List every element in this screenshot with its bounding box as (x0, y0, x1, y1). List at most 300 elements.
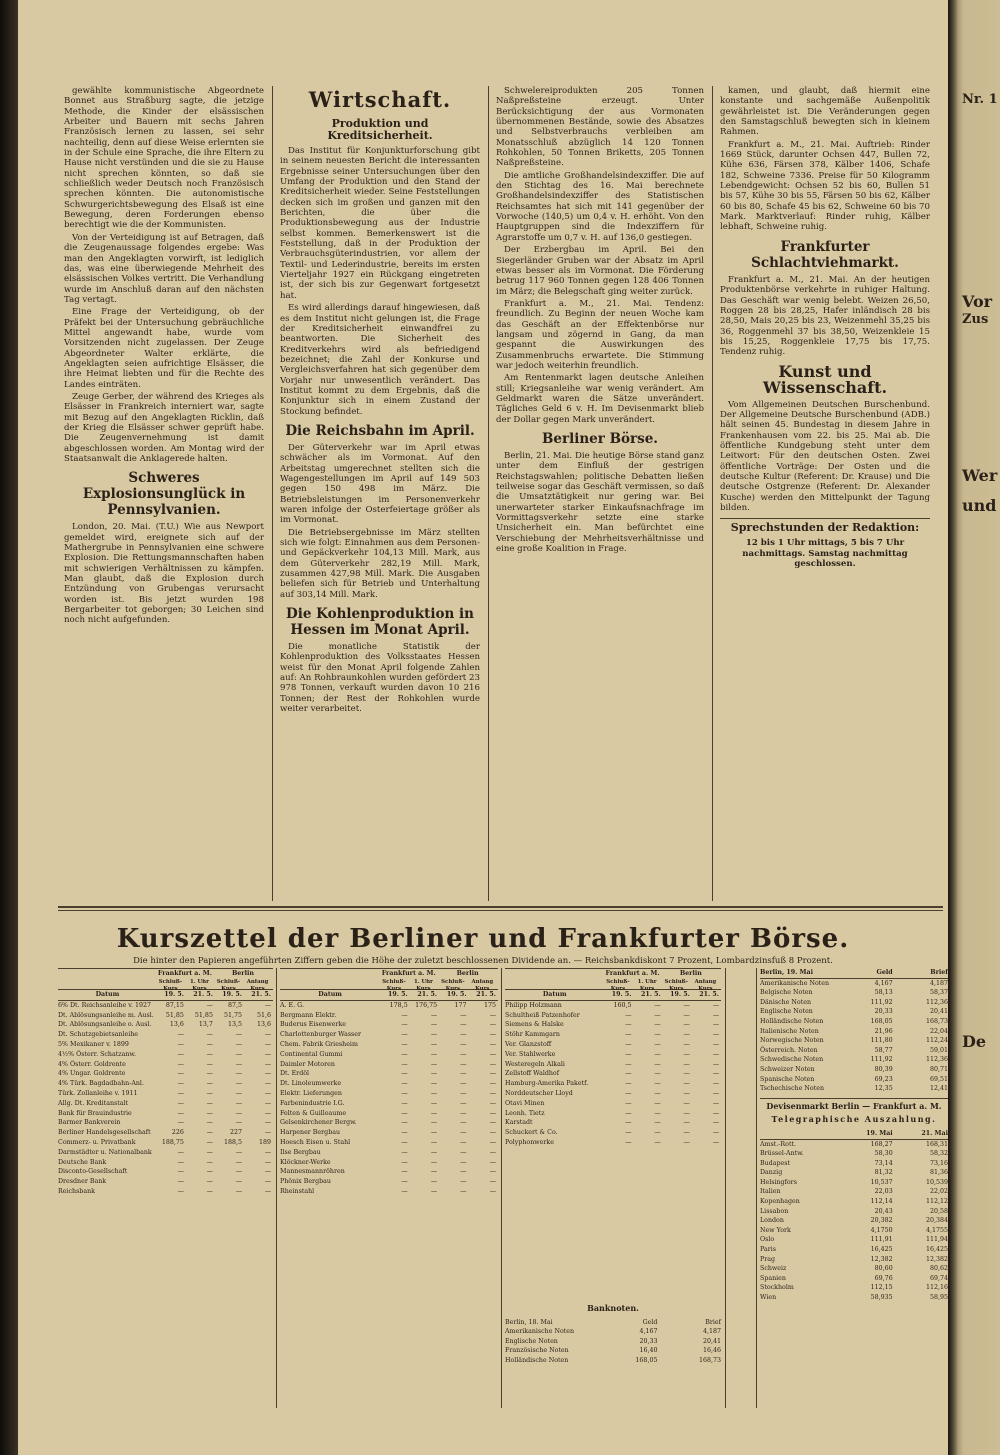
table-cell: 175 (483, 1001, 497, 1009)
table-cell: Geld (876, 969, 893, 976)
table-cell: Türk. Zollanleihe v. 1911 (58, 1089, 138, 1097)
table-cell: Dt. Schutzgebietsanleihe (58, 1031, 139, 1039)
table-cell: Schluß-Kurs (606, 978, 630, 992)
table-cell: Gelsenkirchener Bergw. (280, 1119, 357, 1127)
table-cell: Westeregeln Alkali (505, 1060, 565, 1068)
table-cell: — (683, 1080, 690, 1088)
table-cell: 58,935 (870, 1294, 893, 1301)
date-row (505, 990, 721, 1001)
table-cell: — (712, 1109, 719, 1117)
table-row (760, 1149, 948, 1159)
table-cell: Belgische Noten (760, 989, 813, 997)
table-row (58, 1040, 273, 1050)
table-cell: — (489, 1129, 497, 1137)
date-row (280, 990, 498, 1001)
table-cell: Frankfurt a. M. (157, 970, 212, 977)
table-cell: 16,425 (870, 1246, 893, 1254)
table-row (280, 1001, 498, 1011)
table-cell: — (489, 1050, 497, 1058)
table-cell: Italienische Noten (760, 1027, 819, 1035)
table-cell: — (489, 1099, 497, 1107)
table-cell: Schweiz (760, 1265, 787, 1273)
table-row (280, 1040, 498, 1050)
table-cell: — (654, 1031, 661, 1039)
table-cell: — (206, 1187, 213, 1195)
table-cell: — (401, 1031, 408, 1039)
table-cell: — (460, 1148, 467, 1156)
table-cell: 5% Mexikaner v. 1899 (58, 1040, 129, 1048)
table-cell: — (625, 1050, 632, 1058)
table-cell: 21. 5. (417, 991, 438, 998)
group-header (157, 969, 273, 979)
table-cell: — (625, 1099, 632, 1107)
table-row (760, 979, 948, 989)
table-cell: Klöckner-Werke (280, 1158, 331, 1166)
table-cell: — (683, 1129, 690, 1137)
table-cell: Schluß-Kurs (158, 978, 183, 992)
table-row (760, 1178, 948, 1188)
article-alsace-trial (64, 86, 264, 464)
article-burschenbund (720, 400, 930, 514)
table-cell: Spanische Noten (760, 1075, 815, 1083)
table-cell: 168,73 (925, 1017, 948, 1025)
table-cell: — (430, 1060, 438, 1068)
article-market-reports (496, 86, 704, 425)
table-cell: Französische Noten (505, 1347, 569, 1355)
table-cell: — (625, 1031, 632, 1039)
table-cell: Brief (705, 1318, 721, 1326)
table-cell: 226 (171, 1129, 184, 1137)
table-cell: 111,94 (925, 1236, 948, 1244)
table-cell: — (430, 1089, 438, 1097)
table-cell: A. E. G. (280, 1001, 304, 1009)
table-cell: — (177, 1178, 184, 1186)
paragraph: Der Erzbergbau im April. Bei den Siegerländer Gruben war der Absatz im April etwas besser als im Vormonat. Die Förderung betrug 117 960 Tonnen gegen 128 406 Tonnen im März; die Belegschaft ging weiter zurück. (496, 245, 704, 297)
table-cell: — (430, 1050, 438, 1058)
table-row (505, 1001, 721, 1011)
headline-reichsbahn: Die Reichsbahn im April. (285, 422, 475, 439)
table-cell: Norddeutscher Lloyd (505, 1089, 573, 1097)
table-cell: — (683, 1050, 690, 1058)
table-cell: 12,382 (925, 1255, 948, 1263)
table-header (280, 968, 498, 990)
table-cell: — (460, 1138, 467, 1146)
table-row (58, 1118, 273, 1128)
table-cell: — (430, 1158, 438, 1166)
paragraph: Frankfurt a. M., 21. Mai. Auftrieb: Rinder 1669 Stück, darunter Ochsen 447, Bullen 72, Kühe 636, Färsen 378, Kälber 1406, Schafe 182, Schweine 7336. Preise für 50 Kilogramm Lebendgewicht: Ochsen 52 bis 60, Bullen 51 bis 57, Kühe 30 bis 55, Färsen 50 bis 62, Kälber 60 bis 80, Schafe 45 bis 62, Schweine 60 bis 70 Mark. Marktverlauf: Rinder ruhig, Kälber lebhaft, Schweine ruhig. (720, 139, 930, 233)
table-cell: — (177, 1168, 184, 1176)
table-cell: — (264, 1099, 272, 1107)
table-cell: Danzig (760, 1169, 783, 1177)
table-cell: Siemens & Halske (505, 1021, 564, 1029)
table-cell: 112,14 (870, 1198, 893, 1206)
devisen-rows (760, 1140, 948, 1303)
column-3 (496, 86, 704, 901)
table-cell: — (712, 1099, 719, 1107)
table-cell: Spanien (760, 1274, 786, 1282)
table-cell: 4% Türk. Bagdadbahn-Anl. (58, 1080, 144, 1088)
paragraph: Zeuge Gerber, der während des Krieges als Elsässer in Frankreich interniert war, sagte mit Bezug auf den Angeklagten Ricklin, daß der Krieg die Elsässer schwer geprüft habe. Die Zeugenvernehmung ist damit abgeschlossen worden. Am Montag wird der Staatsanwalt die Anklagerede halten. (64, 391, 264, 465)
table-cell: — (401, 1011, 408, 1019)
table-row (505, 1356, 721, 1366)
table-cell: — (235, 1158, 242, 1166)
table-cell: Paris (760, 1246, 776, 1254)
editorial-hours-title: Sprechstunden der Redaktion: (720, 518, 930, 534)
table-cell: — (177, 1119, 184, 1127)
table-cell: Chem. Fabrik Griesheim (280, 1040, 358, 1048)
table-cell: — (712, 1080, 719, 1088)
table-cell: Englische Noten (760, 1008, 813, 1016)
table-cell: — (683, 1109, 690, 1117)
table-cell: — (235, 1119, 242, 1127)
table-cell: — (625, 1080, 632, 1088)
table-header-group (380, 969, 498, 992)
table-row (760, 1255, 948, 1265)
paragraph: Von der Verteidigung ist auf Betragen, daß die Zeugenaussage folgendes ergebe: Was man den Angeklagten vorwirft, ist lediglich das, was eine überwiegende Mehrheit des elsässischen Volkes vertritt. Die Verhandlung wurde im Anschluß daran auf den nächsten Tag vertagt. (64, 232, 264, 305)
editorial-hours: 12 bis 1 Uhr mittags, 5 bis 7 Uhr nachmittags. Samstag nachmittag geschlossen. (742, 538, 908, 570)
paragraph: Eine Frage der Verteidigung, ob der Präfekt bei der Untersuchung gebräuchliche Mittel angewandt habe, wurde vom Vorsitzenden nicht zugelassen. Der Zeuge Abgeordneter Walter erklärte, die Angeklagten seien aufrichtige Elsässer, die ihre Heimat liebten und für die Rechte des Landes einträten. (64, 307, 264, 390)
table-cell: 16,46 (702, 1347, 721, 1355)
table-cell: — (625, 1011, 632, 1019)
headline-explosion: Schweres Explosionsunglück in Pennsylvanien. (82, 470, 246, 519)
table-rule (501, 968, 502, 1408)
table-row (760, 1140, 948, 1150)
article-produktion (280, 146, 480, 417)
banknotes-box (505, 1300, 721, 1366)
stock-table-block-2 (280, 968, 498, 1408)
table-cell: Schwedische Noten (760, 1056, 824, 1064)
table-row (760, 1046, 948, 1056)
table-cell: Polyphonwerke (505, 1138, 554, 1146)
table-cell: 10,537 (870, 1178, 893, 1186)
table-cell: 4% Österr. Goldrente (58, 1060, 126, 1068)
column-rule (488, 86, 489, 901)
table-cell: — (206, 1070, 213, 1078)
table-cell: 21. 5. (251, 991, 272, 998)
table-cell: 112,15 (870, 1284, 893, 1292)
table-cell: Leonh. Tietz (505, 1109, 545, 1117)
table-cell: — (177, 1050, 184, 1058)
table-cell: Amerikanische Noten (505, 1328, 575, 1336)
table-cell: — (654, 1050, 661, 1058)
paragraph: kamen, und glaubt, daß hiermit eine konstante und sachgemäße Außenpolitik gewährleistet ist. Die Veränderungen gegen den Samstagschluß bewegten sich in kleinem Rahmen. (720, 86, 930, 138)
table-cell: — (460, 1129, 467, 1137)
table-cell: Datum (95, 991, 120, 998)
table-row (760, 1168, 948, 1178)
table-row (58, 1128, 273, 1138)
table-cell: 21. Mai (921, 1129, 948, 1137)
table-cell: 21,96 (874, 1027, 893, 1035)
article-explosion (64, 522, 264, 625)
table-header-group (157, 969, 273, 992)
table-cell: — (264, 1001, 272, 1009)
table-cell: Buderus Eisenwerke (280, 1021, 347, 1029)
table-row (280, 1138, 498, 1148)
table-cell: Felten & Guilleaume (280, 1109, 347, 1117)
table-cell: — (264, 1129, 272, 1137)
table-cell: — (206, 1031, 213, 1039)
table-cell: — (264, 1080, 272, 1088)
table-cell: Ver. Stahlwerke (505, 1050, 556, 1058)
table-cell: Anfang Kurs (694, 978, 717, 992)
banknotes-title: Banknoten. (587, 1303, 639, 1313)
table-cell: — (712, 1138, 719, 1146)
table-cell: — (177, 1148, 184, 1156)
table-cell: Italien (760, 1188, 781, 1196)
table-cell: — (206, 1138, 213, 1146)
table-cell: — (206, 1178, 213, 1186)
table-cell: 73,16 (929, 1159, 948, 1167)
table-cell: Frankfurt a. M. (605, 970, 660, 977)
table-cell: — (430, 1070, 438, 1078)
table-cell: — (460, 1080, 467, 1088)
table-cell: — (235, 1178, 242, 1186)
banknotes-right-header (760, 968, 948, 979)
table-cell: 69,51 (929, 1075, 948, 1083)
table-cell: Harpener Bergbau (280, 1129, 341, 1137)
table-cell: — (206, 1001, 213, 1009)
table-cell: — (206, 1158, 213, 1166)
table-cell: — (489, 1168, 497, 1176)
table-cell: — (430, 1148, 438, 1156)
table-cell: — (489, 1148, 497, 1156)
table-row (58, 1060, 273, 1070)
column-4 (720, 86, 930, 901)
table-row (505, 1099, 721, 1109)
table-cell: — (460, 1060, 467, 1068)
table-cell: Karstadt (505, 1119, 533, 1127)
table-cell: 12,382 (870, 1255, 893, 1263)
table-row (280, 1030, 498, 1040)
table-cell: 19. 5. (222, 991, 242, 998)
table-row (505, 1079, 721, 1089)
article-kohlenproduktion (280, 642, 480, 714)
paragraph: Berlin, 21. Mai. Die heutige Börse stand ganz unter dem Einfluß der gestrigen Reichstagswahlen; politische Debatten ließen teilweise sogar das Geschäft vermissen, so daß die Umsatztätigkeit nur gering war. Bei unerwarteter starker Einkaufsnachfrage im Vormittagsverkehr setzte eine starke Unsicherheit ein. Man befürchtet eine Verschiebung der Mehrheitsverhältnisse und eine große Koalition in Frage. (496, 451, 704, 555)
table-row (760, 1084, 948, 1094)
table-row (760, 1293, 948, 1303)
table-header-group (604, 969, 721, 992)
table-cell: — (401, 1040, 408, 1048)
table-cell: Stockholm (760, 1284, 794, 1292)
table-cell: 10,539 (925, 1178, 948, 1186)
table-cell: — (683, 1138, 690, 1146)
table-cell: — (625, 1021, 632, 1029)
table-cell: — (683, 1070, 690, 1078)
table-row (58, 1001, 273, 1011)
table-cell: 21. 5. (699, 991, 719, 998)
table-cell: — (264, 1109, 272, 1117)
table-cell: — (401, 1168, 408, 1176)
table-cell: — (625, 1060, 632, 1068)
table-cell: — (654, 1109, 661, 1117)
table-cell: 21. 5. (193, 991, 213, 998)
table-row (505, 1020, 721, 1030)
table-cell: Amst.-Rott. (760, 1140, 797, 1148)
table-cell: — (654, 1080, 661, 1088)
table-row (760, 1274, 948, 1284)
table-cell: — (401, 1070, 408, 1078)
table-cell: Berlin, 19. Mai (760, 969, 813, 976)
table-cell: 13,6 (256, 1021, 272, 1029)
table-cell: — (683, 1099, 690, 1107)
table-cell: 87,15 (165, 1001, 184, 1009)
table-cell: — (206, 1089, 213, 1097)
table-cell: Darmstädter u. Nationalbank (58, 1148, 152, 1156)
table-cell: — (264, 1178, 272, 1186)
table-row (760, 1235, 948, 1245)
next-page-fragment: De (962, 1032, 987, 1051)
table-row (760, 998, 948, 1008)
table-cell: — (235, 1148, 242, 1156)
table-cell: — (401, 1158, 408, 1166)
table-cell: — (430, 1040, 438, 1048)
table-row (505, 1138, 721, 1148)
table-cell: Helsingfors (760, 1178, 797, 1186)
table-cell: — (177, 1070, 184, 1078)
table-cell: Bergmann Elektr. (280, 1011, 337, 1019)
table-cell: New York (760, 1226, 791, 1234)
table-cell: 4,187 (702, 1328, 721, 1336)
devisen-header (760, 1129, 948, 1140)
table-row (505, 1109, 721, 1119)
table-cell: 4½% Österr. Schatzanw. (58, 1050, 137, 1058)
next-page-fragment: Zus (962, 312, 989, 327)
table-cell: — (489, 1119, 497, 1127)
table-cell: — (206, 1119, 213, 1127)
table-cell: Dt. Ablösungsanleihe o. Ausl. (58, 1021, 152, 1029)
table-row (505, 1089, 721, 1099)
table-cell: Berlin, 18. Mai (505, 1318, 553, 1326)
table-cell: Norwegische Noten (760, 1037, 824, 1045)
table-row (505, 1011, 721, 1021)
table-cell: 177 (454, 1001, 467, 1009)
next-page-fragment: Vor (962, 292, 993, 311)
table-row (58, 1187, 273, 1197)
table-row (58, 1177, 273, 1187)
table-cell: 21. 5. (640, 991, 661, 998)
table-cell: — (460, 1187, 467, 1195)
table-cell: 19. 5. (387, 991, 408, 998)
table-cell: 1. Uhr Kurs (413, 978, 433, 992)
paragraph: Es wird allerdings darauf hingewiesen, daß es dem Institut nicht gelungen ist, die Frage der Kreditsicherheit einwandfrei zu beantworten. Die Sicherheit des Kreditverkehrs wird als befriedigend bezeichnet; die Zahl der Konkurse und Vergleichsverfahren hat sich gegenüber dem Vorjahr nur unwesentlich verändert. Das Institut kommt zu dem Ergebnis, daß die Konjunktur sich in einem Zustand der Stockung befindet. (280, 303, 480, 417)
table-cell: Bank für Brauindustrie (58, 1109, 132, 1117)
table-cell: — (489, 1080, 497, 1088)
table-cell: Geld (642, 1318, 658, 1326)
table-rule (276, 968, 277, 1408)
table-cell: Lissabon (760, 1207, 789, 1215)
table-row (760, 1075, 948, 1085)
table-cell: Berlin (456, 970, 479, 977)
table-cell: — (235, 1040, 242, 1048)
table-cell: 19. 5. (670, 991, 690, 998)
table-row (505, 1050, 721, 1060)
table-cell: 22,04 (929, 1027, 948, 1035)
table-cell: 21. 5. (476, 991, 497, 998)
table-cell: 168,73 (698, 1356, 721, 1364)
table-cell: — (460, 1168, 467, 1176)
table-cell: 112,36 (925, 1056, 948, 1064)
table-cell: Continental Gummi (280, 1050, 343, 1058)
table-cell: Holländische Noten (760, 1017, 824, 1025)
table-cell: — (264, 1060, 272, 1068)
table-cell: — (206, 1040, 213, 1048)
table-cell: — (489, 1011, 497, 1019)
table-cell: Datum (542, 991, 567, 998)
table-subtitle: Die hinter den Papieren angeführten Ziffern geben die Höhe der zuletzt beschlossenen Dividende an. — Reichsbankdiskont 7 Prozent, Lombardzinsfuß 8 Prozent. (133, 956, 833, 966)
table-cell: — (712, 1011, 719, 1019)
table-cell: Berlin (679, 970, 702, 977)
table-cell: — (625, 1138, 632, 1146)
table-cell: 58,32 (929, 1150, 948, 1158)
table-cell: — (206, 1129, 213, 1137)
next-page-fragment: und (962, 496, 997, 515)
paragraph: Der Güterverkehr war im April etwas schwächer als im Vormonat. Auf den Arbeitstag umgerechnet stellten sich die Wagengestellungen im April auf 149 503 gegen 150 498 im März. Die Betriebsleistungen im Personenverkehr waren infolge der Osterfeiertage größer als im Vormonat. (280, 442, 480, 526)
table-cell: — (654, 1011, 661, 1019)
table-cell: Zellstoff Waldhof (505, 1070, 560, 1078)
table-cell: — (401, 1050, 408, 1058)
table-cell: 188,75 (161, 1138, 184, 1146)
table-row (760, 1187, 948, 1197)
table-row (760, 1197, 948, 1207)
table-cell: — (489, 1178, 497, 1186)
table-row (58, 1158, 273, 1168)
paragraph: Die monatliche Statistik der Kohlenproduktion des Volksstaates Hessen weist für den Monat April folgende Zahlen auf: An Rohbraunkohlen wurden gefördert 23 978 Tonnen, verkauft wurden davon 10 216 Tonnen; der Rest der Rohkohlen wurde weiter verarbeitet. (280, 642, 480, 715)
table-cell: Allg. Dt. Kreditanstalt (58, 1099, 129, 1107)
table-cell: — (712, 1050, 719, 1058)
table-row (505, 1327, 721, 1337)
table-cell: — (206, 1080, 213, 1088)
table-cell: — (683, 1031, 690, 1039)
table-cell: — (177, 1031, 184, 1039)
table-cell: 19. Mai (866, 1129, 893, 1137)
date-row (58, 990, 273, 1001)
page-shadow (948, 0, 958, 1455)
table-cell: 69,23 (874, 1075, 893, 1083)
table-cell: — (625, 1129, 632, 1137)
table-cell: Daimler Motoren (280, 1060, 335, 1068)
banknotes-header (505, 1318, 721, 1328)
column-rule (272, 86, 273, 901)
table-cell: — (489, 1089, 497, 1097)
next-page-edge (948, 0, 1000, 1455)
table-cell: Oslo (760, 1236, 775, 1244)
table-cell: Brief (930, 969, 948, 976)
table-row (58, 1079, 273, 1089)
table-cell: Ilse Bergbau (280, 1148, 321, 1156)
table-cell: 4,167 (639, 1328, 658, 1336)
table-cell: Schluß-Kurs (382, 978, 406, 992)
table-cell: 59,01 (929, 1046, 948, 1054)
table-cell: Commerz- u. Privatbank (58, 1138, 136, 1146)
table-row (280, 1187, 498, 1197)
paragraph: London, 20. Mai. (T.U.) Wie aus Newport gemeldet wird, ereignete sich auf der Mathergrube in Pennsylvanien eine schwere Explosion. Die Rettungsmannschaften haben mit schwierigen Verhältnissen zu kämpfen. Man glaubt, daß die Explosion durch Entzündung von Grubengas verursacht worden ist. Bis jetzt wurden 198 Bergarbeiter tot geborgen; 30 Leichen sind noch nicht aufgefunden. (64, 522, 264, 626)
table-header (505, 968, 721, 990)
table-cell: — (460, 1119, 467, 1127)
paragraph: Vom Allgemeinen Deutschen Burschenbund. Der Allgemeine Deutsche Burschenbund (ADB.) hält seinen 45. Bundestag in diesem Jahre in Frankenhausen vom 22. bis 25. Mai ab. Die öffentliche Kundgebung steht unter dem Leitwort: Für den deutschen Osten. Zwei öffentliche Vorträge: Der Osten und die deutsche Kultur (Referent: Dr. Krause) und Die deutsche Ostgrenze (Referent: Dr. Alexander Kusche) werden den Mittelpunkt der Tagung bilden. (720, 399, 930, 513)
table-cell: 178,5 (389, 1001, 408, 1009)
table-cell: 20,33 (639, 1337, 658, 1345)
table-cell: — (177, 1158, 184, 1166)
table-cell (280, 969, 380, 989)
table-cell: — (654, 1138, 661, 1146)
table-row (58, 1020, 273, 1030)
table-cell: — (683, 1089, 690, 1097)
table-cell: Deutsche Bank (58, 1158, 107, 1166)
table-cell: Österreich. Noten (760, 1046, 818, 1054)
table-row (280, 1011, 498, 1021)
table-cell: Philipp Holzmann (505, 1001, 562, 1009)
table-cell: Englische Noten (505, 1337, 558, 1345)
